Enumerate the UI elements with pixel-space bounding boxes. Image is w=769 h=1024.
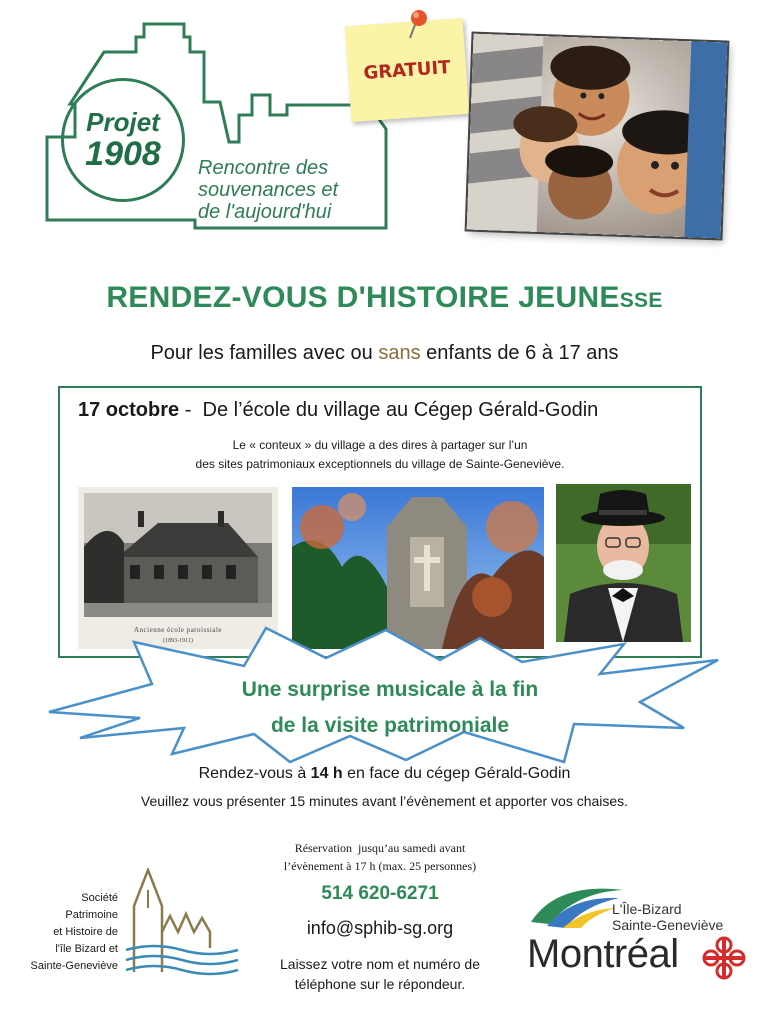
surprise-announcement <box>150 672 630 744</box>
school-caption-2: (1893-1911) <box>163 638 193 644</box>
page-title <box>0 281 769 315</box>
event-title: De l’école du village au Cégep Gérald-Godin <box>202 399 599 421</box>
event-description <box>80 436 680 474</box>
email-address[interactable]: info@sphib-sg.org <box>306 918 454 938</box>
audience-subtitle <box>0 342 769 365</box>
event-separator: - <box>179 399 203 421</box>
message-line-2: téléphone sur le répondeur. <box>294 976 466 992</box>
title-main: RENDEZ-VOUS D'HISTOIRE JEUNE <box>106 281 620 314</box>
meeting-time <box>0 765 769 783</box>
borough-name <box>612 901 723 933</box>
subtitle-highlight: sans <box>378 342 421 364</box>
meeting-time-hour: 14 h <box>310 765 343 782</box>
society-line-1: Société <box>81 892 118 904</box>
society-line-4: l'île Bizard et <box>55 943 118 955</box>
meeting-time-after: en face du cégep Gérald-Godin <box>342 765 571 782</box>
society-line-2: Patrimoine <box>65 909 118 921</box>
gratuit-label: GRATUIT <box>362 56 452 84</box>
meeting-time-before: Rendez-vous à <box>198 765 311 782</box>
event-date: 17 octobre <box>78 399 180 421</box>
voicemail-instructions <box>250 954 510 994</box>
event-heading <box>78 399 598 422</box>
subtitle-after: enfants de 6 à 17 ans <box>420 342 619 364</box>
storyteller-photo <box>556 484 691 642</box>
school-caption-1: Ancienne école paroissiale <box>133 626 223 634</box>
tower-logo-icon <box>124 868 242 980</box>
borough-line-2: Sainte-Geneviève <box>612 917 724 933</box>
projet-year: 1908 <box>85 135 161 173</box>
reservation-info <box>250 839 510 875</box>
montreal-rose-icon <box>700 934 748 982</box>
montreal-wordmark: Montréal <box>527 932 679 976</box>
event-desc-line-2: des sites patrimoniaux exceptionnels du village de Sainte-Geneviève. <box>195 457 565 471</box>
projet-label: Projet <box>86 107 160 137</box>
society-line-5: Sainte-Geneviève <box>30 960 118 972</box>
projet-1908-badge <box>61 78 185 202</box>
event-desc-line-1: Le « conteux » du village a des dires à partager sur l’un <box>232 438 528 452</box>
arrival-note: Veuillez vous présenter 15 minutes avant l’évènement et apporter vos chaises. <box>140 793 629 809</box>
society-line-3: et Histoire de <box>53 926 118 938</box>
title-small: SSE <box>619 289 663 312</box>
reservation-line-1: Réservation jusqu’au samedi avant <box>294 841 466 855</box>
rencontre-tagline <box>198 157 388 223</box>
subtitle-before: Pour les familles avec ou <box>150 342 379 364</box>
surprise-line-2: de la visite patrimoniale <box>270 714 510 737</box>
rencontre-line-1: Rencontre des <box>198 157 329 179</box>
reservation-line-2: l’évènement à 17 h (max. 25 personnes) <box>283 859 477 873</box>
rencontre-line-2: souvenances et <box>198 179 339 201</box>
borough-line-1: L'Île-Bizard <box>612 901 682 917</box>
children-photo <box>467 34 728 239</box>
society-name <box>14 890 118 975</box>
surprise-line-1: Une surprise musicale à la fin <box>241 678 539 701</box>
message-line-1: Laissez votre nom et numéro de <box>280 956 480 972</box>
phone-number[interactable]: 514 620-6271 <box>321 883 439 904</box>
push-pin-icon <box>404 8 434 40</box>
rencontre-line-3: de l'aujourd'hui <box>198 201 332 223</box>
